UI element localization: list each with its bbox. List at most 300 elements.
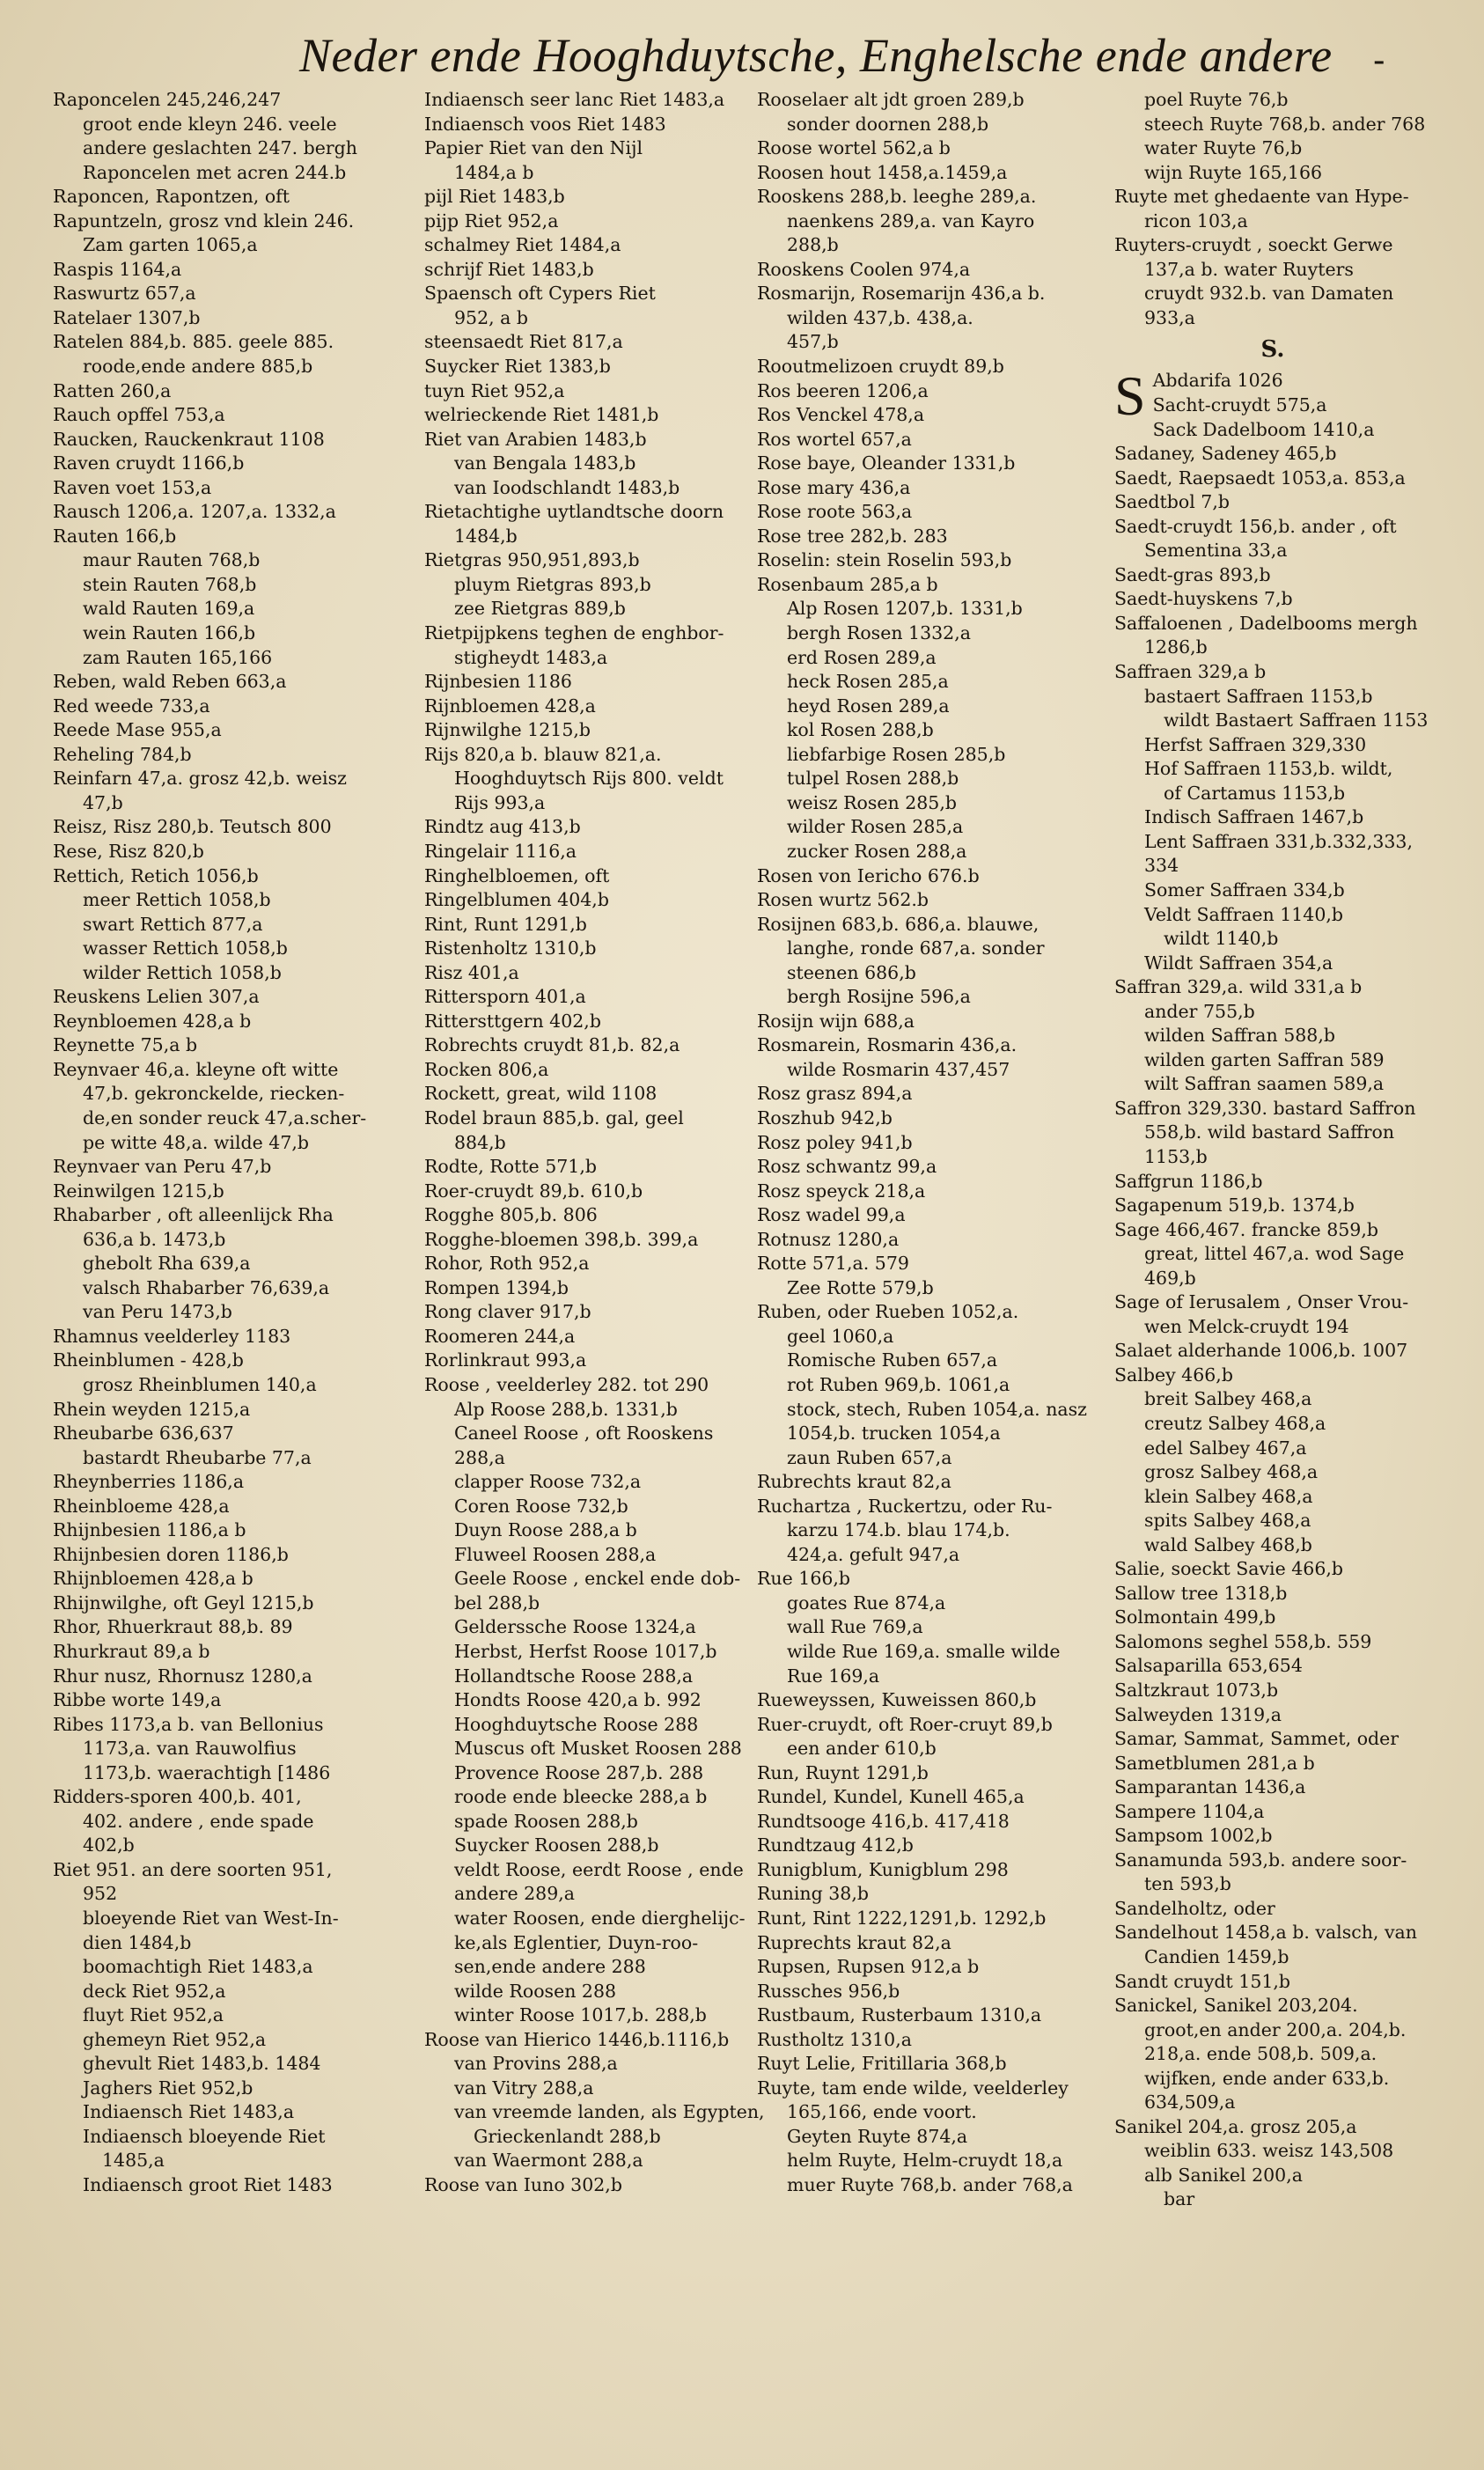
drop-cap-s: S [1114,364,1146,428]
index-entry: Ros Venckel 478,a [757,404,925,426]
index-entry: klein Salbey 468,a [1144,1485,1313,1507]
index-entry: van Provins 288,a [454,2053,618,2075]
index-entry: Salbey 466,b [1114,1364,1233,1386]
index-entry: 47,b [83,791,123,813]
index-entry: Rosmarein, Rosmarin 436,a. [757,1034,1017,1056]
index-entry: Rooskens Coolen 974,a [757,258,971,280]
index-entry: ghevult Riet 1483,b. 1484 [83,2053,321,2075]
index-entry: Rhur nusz, Rhornusz 1280,a [53,1665,312,1687]
index-entry: Veldt Saffraen 1140,b [1144,903,1344,925]
running-head: Neder ende Hooghduytsche, Enghelsche ende andere [299,29,1333,82]
index-entry: great, littel 467,a. wod Sage [1144,1243,1405,1265]
index-entry: 218,a. ende 508,b. 509,a. [1144,2043,1377,2065]
index-entry: Rustholtz 1310,a [757,2028,912,2050]
index-entry: Reynvaer van Peru 47,b [53,1156,272,1178]
index-entry: water Roosen, ende dierghelijc- [454,1908,746,1930]
index-column-3 [757,88,1100,2456]
index-entry: Rittersporn 401,a [424,986,586,1008]
index-entry: Ristenholtz 1310,b [424,937,597,959]
index-entry: Rhurkraut 89,a b [53,1641,210,1662]
index-entry: Rubrechts kraut 82,a [757,1471,951,1493]
index-entry: Zee Rotte 579,b [787,1276,934,1298]
index-entry: karzu 174.b. blau 174,b. [787,1519,1010,1541]
index-entry: Raspis 1164,a [53,258,182,280]
index-entry: naenkens 289,a. van Kayro [787,210,1035,232]
index-entry: fluyt Riet 952,a [83,2004,224,2026]
index-entry: andere 289,a [454,1883,575,1905]
index-entry: Saffaloenen , Dadelbooms mergh [1114,612,1418,634]
index-entry: Rhor, Rhuerkraut 88,b. 89 [53,1616,293,1638]
index-entry: van Vitry 288,a [454,2077,594,2099]
index-entry: Ringelair 1116,a [424,840,577,862]
index-entry: Salsaparilla 653,654 [1114,1655,1303,1677]
index-entry: Rettich, Retich 1056,b [53,864,259,886]
index-entry: sen,ende andere 288 [454,1956,646,1978]
index-entry: Spaensch oft Cypers Riet [424,283,656,305]
index-entry: pe witte 48,a. wilde 47,b [83,1131,310,1153]
index-entry: 1485,a [102,2150,165,2172]
index-entry: Ros beeren 1206,a [757,379,929,401]
index-entry: andere geslachten 247. bergh [83,137,357,159]
index-entry: Raponcelen met acren 244.b [83,161,347,183]
index-entry: 1054,b. trucken 1054,a [787,1422,1001,1445]
index-entry: Runt, Rint 1222,1291,b. 1292,b [757,1908,1047,1930]
index-entry: Rhabarber , oft alleenlijck Rha [53,1204,334,1226]
index-entry: geel 1060,a [787,1325,894,1347]
index-entry: van Waermont 288,a [454,2150,643,2172]
index-entry: Roomeren 244,a [424,1325,576,1347]
index-entry: Geele Roose , enckel ende dob- [454,1568,741,1590]
index-entry: Rohor, Roth 952,a [424,1253,590,1275]
index-entry: Indiaensch voos Riet 1483 [424,113,666,135]
index-entry: Ridders-sporen 400,b. 401, [53,1786,302,1808]
index-entry: Rijs 820,a b. blauw 821,a. [424,743,662,765]
index-entry: Herbst, Herfst Roose 1017,b [454,1641,717,1662]
index-entry: Abdarifa 1026 [1152,370,1283,392]
index-entry: Ringelblumen 404,b [424,889,609,911]
index-entry: Rooskens 288,b. leeghe 289,a. [757,186,1037,208]
index-entry: weiblin 633. weisz 143,508 [1144,2140,1394,2162]
index-entry: clapper Roose 732,a [454,1471,642,1493]
index-entry: wein Rauten 166,b [83,622,256,644]
index-entry: Sandt cruydt 151,b [1114,1970,1291,1992]
index-entry: Rhijnbloemen 428,a b [53,1568,253,1590]
index-entry: Rosmarijn, Rosemarijn 436,a b. [757,283,1046,305]
index-entry: zaun Ruben 657,a [787,1446,952,1468]
index-entry: Roose van Hierico 1446,b.1116,b [424,2028,730,2050]
index-entry: Runigblum, Kunigblum 298 [757,1858,1009,1880]
index-entry: Rosen wurtz 562.b [757,889,929,911]
index-entry: Reinwilgen 1215,b [53,1180,224,1202]
index-entry: Caneel Roose , oft Rooskens [454,1422,714,1445]
index-entry: Solmontain 499,b [1114,1606,1276,1628]
index-entry: Rauten 166,b [53,525,177,547]
index-entry: Provence Roose 287,b. 288 [454,1761,704,1783]
index-entry: Rijnbloemen 428,a [424,695,596,717]
index-entry: Rijnbesien 1186 [424,671,572,693]
index-entry: Rosz poley 941,b [757,1131,913,1153]
index-entry: schrijf Riet 1483,b [424,258,594,280]
index-entry: deck Riet 952,a [83,1980,226,2002]
index-entry: steensaedt Riet 817,a [424,331,623,353]
index-entry: Ruyters-cruydt , soeckt Gerwe [1114,234,1393,256]
index-entry: Rosenbaum 285,a b [757,573,938,595]
index-entry: 952 [83,1883,118,1905]
index-entry: Raponcelen 245,246,247 [53,89,282,110]
index-entry: stock, stech, Ruben 1054,a. nasz [787,1398,1087,1420]
index-entry: stigheydt 1483,a [454,646,608,668]
index-entry: Rese, Risz 820,b [53,840,204,862]
index-entry: Sandelholtz, oder [1114,1897,1275,1919]
index-entry: swart Rettich 877,a [83,913,263,935]
index-entry: helm Ruyte, Helm-cruydt 18,a [787,2150,1063,2172]
index-entry: Romische Ruben 657,a [787,1349,998,1371]
index-entry: Rijs 993,a [454,791,546,813]
index-entry: Rosz grasz 894,a [757,1083,913,1105]
index-entry: Risz 401,a [424,961,519,983]
index-entry: Saedt-cruydt 156,b. ander , oft [1114,515,1397,537]
s-entries [1114,364,1431,2212]
index-entry: 1286,b [1144,636,1208,658]
index-entry: roode,ende andere 885,b [83,356,313,378]
index-entry: Sampere 1104,a [1114,1800,1265,1822]
index-entry: wilde Rue 169,a. smalle wilde [787,1641,1061,1662]
index-entry: Rorlinkraut 993,a [424,1349,587,1371]
index-entry: Salie, soeckt Savie 466,b [1114,1558,1344,1580]
index-entry: Sack Dadelboom 1410,a [1152,418,1375,440]
index-entry: Jaghers Riet 952,b [83,2077,253,2099]
index-entry: Rundel, Kundel, Kunell 465,a [757,1786,1025,1808]
index-entry: maur Rauten 768,b [83,549,261,571]
index-entry: van Ioodschlandt 1483,b [454,476,680,498]
index-entry: wilden Saffran 588,b [1144,1025,1335,1047]
index-entry: Zam garten 1065,a [83,234,258,256]
index-entry: Indiaensch bloeyende Riet [83,2125,326,2147]
index-entry: Sanickel, Sanikel 203,204. [1114,1995,1358,2017]
index-entry: Rheynberries 1186,a [53,1471,245,1493]
index-entry: weisz Rosen 285,b [787,791,957,813]
index-column-2 [424,88,766,2456]
index-entry: Rodte, Rotte 571,b [424,1156,597,1178]
index-entry: bastardt Rheubarbe 77,a [83,1446,312,1468]
index-entry: Lent Saffraen 331,b.332,333, [1144,830,1413,852]
index-entry: Rundtsooge 416,b. 417,418 [757,1810,1010,1832]
index-column-1 [53,88,386,2456]
index-entry: Riet 951. an dere soorten 951, [53,1858,333,1880]
index-entry: ke,als Eglentier, Duyn-roo- [454,1931,699,1953]
index-entry: pluym Rietgras 893,b [454,573,651,595]
index-entry: pijp Riet 952,a [424,210,559,232]
index-entry: Raponcen, Rapontzen, oft [53,186,290,208]
index-entry: Rose mary 436,a [757,476,911,498]
index-entry: Rueweyssen, Kuweissen 860,b [757,1689,1037,1711]
index-entry: Fluweel Roosen 288,a [454,1543,657,1565]
index-entry: wijn Ruyte 165,166 [1144,161,1323,183]
index-entry: Ruer-cruydt, oft Roer-cruyt 89,b [757,1713,1053,1735]
index-entry: Rietgras 950,951,893,b [424,549,640,571]
index-entry: Saffgrun 1186,b [1114,1170,1263,1192]
index-entry: Ruprechts kraut 82,a [757,1931,951,1953]
index-entry: Rotnusz 1280,a [757,1228,900,1250]
index-entry: Saedt-gras 893,b [1114,563,1271,585]
index-entry: 1173,a. van Rauwolfius [83,1738,297,1760]
index-entry: Grieckenlandt 288,b [474,2125,661,2147]
index-entry: 1484,a b [454,161,534,183]
index-entry: meer Rettich 1058,b [83,889,271,911]
index-entry: zucker Rosen 288,a [787,840,967,862]
index-entry: van vreemde landen, als Egypten, [454,2101,765,2123]
index-entry: Rheubarbe 636,637 [53,1422,234,1445]
index-entry: 634,509,a [1144,2091,1236,2113]
index-entry: liebfarbige Rosen 285,b [787,743,1006,765]
index-entry: Rosz wadel 99,a [757,1204,906,1226]
index-entry: Sanamunda 593,b. andere soor- [1114,1849,1407,1871]
r-continuation [1114,88,1431,330]
index-entry: Saedtbol 7,b [1114,491,1230,513]
index-entry: Russches 956,b [757,1980,900,2002]
index-entry: Salomons seghel 558,b. 559 [1114,1630,1372,1652]
index-entry: wijfken, ende ander 633,b. [1144,2067,1390,2089]
index-entry: zam Rauten 165,166 [83,646,273,668]
index-entry: heyd Rosen 289,a [787,695,950,717]
index-entry: wilde Roosen 288 [454,1980,617,2002]
index-entry: Reben, wald Reben 663,a [53,671,287,693]
index-entry: Rundtzaug 412,b [757,1834,914,1856]
index-entry: Rose tree 282,b. 283 [757,525,948,547]
index-entry: breit Salbey 468,a [1144,1388,1312,1410]
index-entry: de,en sonder reuck 47,a.scher- [83,1106,367,1128]
index-entry: Rustbaum, Rusterbaum 1310,a [757,2004,1042,2026]
index-entry: Gelderssche Roose 1324,a [454,1616,696,1638]
index-entry: Rint, Runt 1291,b [424,913,587,935]
index-entry: Hooghduytsche Roose 288 [454,1713,699,1735]
index-entry: alb Sanikel 200,a [1144,2164,1303,2186]
index-entry: bloeyende Riet van West-In- [83,1908,339,1930]
index-entry: Rheinblumen - 428,b [53,1349,244,1371]
index-entry: wilden garten Saffran 589 [1144,1048,1385,1070]
index-entry: Reinfarn 47,a. grosz 42,b. weisz [53,768,347,790]
index-entry: Rhijnwilghe, oft Geyl 1215,b [53,1592,314,1614]
index-entry: Rauch opffel 753,a [53,404,225,426]
index-entry: wildt Bastaert Saffraen 1153 [1164,709,1429,731]
index-entry: roode ende bleecke 288,a b [454,1786,708,1808]
index-entry: Ros wortel 657,a [757,428,912,450]
index-entry: van Bengala 1483,b [454,452,636,474]
index-entry: Run, Ruynt 1291,b [757,1761,929,1783]
index-entry: Wildt Saffraen 354,a [1144,952,1333,974]
index-entry: Reynvaer 46,a. kleyne oft witte [53,1058,339,1080]
index-entry: 334 [1144,855,1179,877]
section-heading-s: S. [1260,336,1285,364]
index-entry: steech Ruyte 768,b. ander 768 [1144,113,1426,135]
index-entry: creutz Salbey 468,a [1144,1412,1326,1434]
index-entry: wilden 437,b. 438,a. [787,306,973,328]
index-entry: Ruyt Lelie, Fritillaria 368,b [757,2053,1007,2075]
index-entry: Hondts Roose 420,a b. 992 [454,1689,702,1711]
index-entry: Saffron 329,330. bastard Saffron [1114,1097,1416,1119]
index-entry: Roselin: stein Roselin 593,b [757,549,1012,571]
index-entry: grosz Salbey 468,a [1144,1461,1319,1483]
index-entry: stein Rauten 768,b [83,573,257,595]
index-entry: tuyn Riet 952,a [424,379,565,401]
index-column-4 [1114,88,1431,2456]
index-entry: bergh Rosijne 596,a [787,986,971,1008]
index-entry: Rausch 1206,a. 1207,a. 1332,a [53,501,336,523]
index-entry: Roosen hout 1458,a.1459,a [757,161,1008,183]
index-entry: Papier Riet van den Nijl [424,137,643,159]
index-entry: 933,a [1144,306,1195,328]
index-entry: Ratten 260,a [53,379,172,401]
index-entry: Coren Roose 732,b [454,1495,628,1517]
index-entry: Roose , veelderley 282. tot 290 [424,1373,709,1395]
index-entry: Suycker Roosen 288,b [454,1834,659,1856]
index-entry: Candien 1459,b [1144,1946,1289,1968]
index-entry: Somer Saffraen 334,b [1144,878,1345,901]
index-entry: zee Rietgras 889,b [454,598,626,620]
index-entry: Indisch Saffraen 1467,b [1144,806,1364,828]
index-entry: Runing 38,b [757,1883,869,1905]
index-entry: Suycker Riet 1383,b [424,356,611,378]
index-entry: Raswurtz 657,a [53,283,196,305]
index-entry: wen Melck-cruydt 194 [1144,1315,1349,1337]
index-entry: 457,b [787,331,839,353]
index-entry: 1173,b. waerachtigh [1486 [83,1761,331,1783]
index-entry: Sage 466,467. francke 859,b [1114,1218,1378,1240]
index-entry: Sacht-cruydt 575,a [1152,394,1327,416]
index-entry: ten 593,b [1144,1873,1231,1895]
index-entry: Roszhub 942,b [757,1106,893,1128]
index-entry: Sallow tree 1318,b [1114,1582,1288,1604]
index-entry: Rose baye, Oleander 1331,b [757,452,1016,474]
index-entry: heck Rosen 285,a [787,671,949,693]
index-entry: Rhijnbesien doren 1186,b [53,1543,289,1565]
index-entry: tulpel Rosen 288,b [787,768,959,790]
index-entry: Reynette 75,a b [53,1034,198,1056]
index-entry: Rockett, great, wild 1108 [424,1083,658,1105]
index-entry: boomachtigh Riet 1483,a [83,1956,313,1978]
index-entry: Rhijnbesien 1186,a b [53,1519,246,1541]
index-entry: Roer-cruydt 89,b. 610,b [424,1180,643,1202]
index-entry: schalmey Riet 1484,a [424,234,621,256]
index-entry: 469,b [1144,1267,1196,1289]
index-entry: 47,b. gekronckelde, riecken- [83,1083,345,1105]
index-entry: Samparantan 1436,a [1114,1776,1306,1798]
index-entry: Ratelaer 1307,b [53,306,201,328]
index-entry: Indiaensch groot Riet 1483 [83,2174,333,2196]
index-entry: Rosen von Iericho 676.b [757,864,980,886]
index-entry: spits Salbey 468,a [1144,1510,1311,1532]
index-entry: wilde Rosmarin 437,457 [787,1058,1010,1080]
index-entry: Rogghe-bloemen 398,b. 399,a [424,1228,699,1250]
index-entry: goates Rue 874,a [787,1592,946,1614]
head-mark: - [1373,40,1385,81]
index-entry: Sampsom 1002,b [1114,1825,1273,1847]
index-entry: poel Ruyte 76,b [1144,89,1289,110]
index-entry: Rooselaer alt jdt groen 289,b [757,89,1025,110]
index-entry: wildt 1140,b [1164,928,1279,950]
index-entry: valsch Rhabarber 76,639,a [83,1276,330,1298]
index-entry: Rooutmelizoen cruydt 89,b [757,356,1004,378]
index-entry: Rompen 1394,b [424,1276,569,1298]
index-entry: Reisz, Risz 280,b. Teutsch 800 [53,816,332,838]
index-entry: bar [1164,2188,1195,2210]
index-entry: wall Rue 769,a [787,1616,923,1638]
index-entry: Rupsen, Rupsen 912,a b [757,1956,980,1978]
index-entry: Ribes 1173,a b. van Bellonius [53,1713,324,1735]
index-entry: muer Ruyte 768,b. ander 768,a [787,2174,1073,2196]
index-entry: Rijnwilghe 1215,b [424,719,591,741]
index-entry: Herfst Saffraen 329,330 [1144,733,1367,755]
index-entry: Saedt-huyskens 7,b [1114,588,1293,610]
index-entry: Raven voet 153,a [53,476,212,498]
index-entry: Ribbe worte 149,a [53,1689,222,1711]
index-entry: Roose van Iuno 302,b [424,2174,622,2196]
index-entry: ghebolt Rha 639,a [83,1253,251,1275]
index-entry: Red weede 733,a [53,695,210,717]
index-entry: Ratelen 884,b. 885. geele 885. [53,331,334,353]
index-entry: welrieckende Riet 1481,b [424,404,659,426]
index-entry: Rietpijpkens teghen de enghbor- [424,622,724,644]
index-entry: Saltzkraut 1073,b [1114,1680,1279,1701]
index-entry: Rodel braun 885,b. gal, geel [424,1106,684,1128]
index-entry: groot ende kleyn 246. veele [83,113,337,135]
index-entry: wilder Rettich 1058,b [83,961,282,983]
index-entry: Rogghe 805,b. 806 [424,1204,598,1226]
index-entry: dien 1484,b [83,1931,192,1953]
index-entry: Robrechts cruydt 81,b. 82,a [424,1034,680,1056]
index-entry: Sagapenum 519,b. 1374,b [1114,1195,1355,1217]
index-entry: Alp Roose 288,b. 1331,b [454,1398,678,1420]
index-entry: Salaet alderhande 1006,b. 1007 [1114,1340,1408,1362]
index-entry: bastaert Saffraen 1153,b [1144,685,1373,707]
index-entry: Rue 169,a [787,1665,880,1687]
index-entry: Sementina 33,a [1144,540,1288,562]
index-entry: Saffran 329,a. wild 331,a b [1114,976,1363,998]
index-entry: Alp Rosen 1207,b. 1331,b [787,598,1023,620]
index-entry: 952, a b [454,306,529,328]
index-entry: Sage of Ierusalem , Onser Vrou- [1114,1291,1409,1313]
index-entry: 884,b [454,1131,506,1153]
index-entry: Muscus oft Musket Roosen 288 [454,1738,742,1760]
index-entry: Saffraen 329,a b [1114,661,1267,683]
index-entry: Geyten Ruyte 874,a [787,2125,968,2147]
index-entry: Rittersttgern 402,b [424,1010,601,1032]
index-entry: Ringhelbloemen, oft [424,864,610,886]
index-entry: erd Rosen 289,a [787,646,937,668]
index-entry: 1484,b [454,525,518,547]
index-entry: wald Rauten 169,a [83,598,255,620]
index-entry: Rocken 806,a [424,1058,549,1080]
index-entry: Sametblumen 281,a b [1114,1752,1315,1774]
index-entry: Rose roote 563,a [757,501,913,523]
index-entry: 288,b [787,234,839,256]
index-entry: Sadaney, Sadeney 465,b [1114,443,1337,465]
index-entry: cruydt 932.b. van Damaten [1144,283,1394,305]
index-entry: water Ruyte 76,b [1144,137,1303,159]
index-entry: grosz Rheinblumen 140,a [83,1373,317,1395]
index-entry: langhe, ronde 687,a. sonder [787,937,1045,959]
index-entry: Hollandtsche Roose 288,a [454,1665,694,1687]
index-entry: 1153,b [1144,1145,1208,1167]
index-entry: Rheinbloeme 428,a [53,1495,230,1517]
index-entry: Sandelhout 1458,a b. valsch, van [1114,1922,1417,1944]
index-entry: Reynbloemen 428,a b [53,1010,252,1032]
index-entry: bergh Rosen 1332,a [787,622,971,644]
index-entry: 402,b [83,1834,135,1856]
index-entry: Rue 166,b [757,1568,851,1590]
index-entry: Ruben, oder Rueben 1052,a. [757,1301,1019,1323]
index-entry: Rosijn wijn 688,a [757,1010,915,1032]
